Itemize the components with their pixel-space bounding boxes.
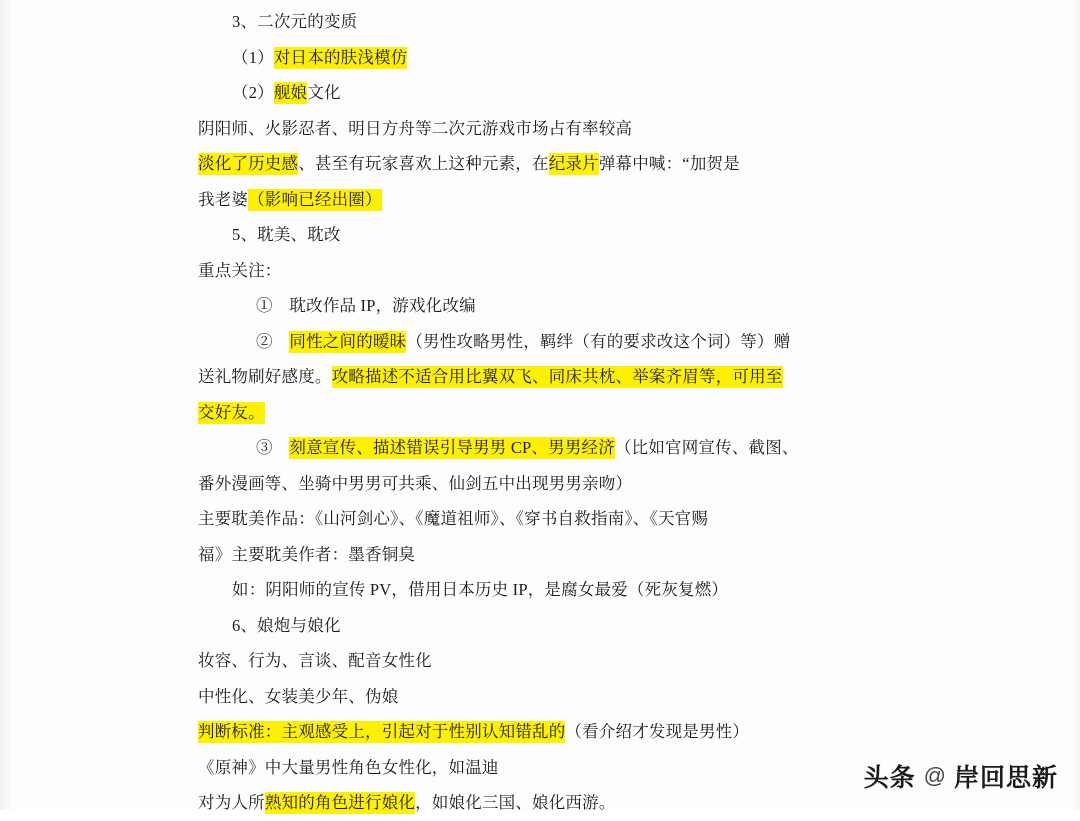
document-line [198, 40, 868, 76]
plain-text: 6、娘炮与娘化 [232, 615, 341, 635]
plain-text: 重点关注： [198, 260, 282, 280]
document-line [198, 182, 868, 218]
document-line [198, 679, 868, 715]
document-line [198, 572, 868, 608]
highlighted-text: 淡化了历史感 [198, 154, 299, 173]
plain-text: （男性攻略男性，羁绊（有的要求改这个词）等）赠 [406, 331, 791, 351]
highlighted-text: （影响已经出圈） [248, 189, 382, 209]
watermark-at-symbol: @ [923, 763, 946, 788]
document-line [198, 324, 868, 360]
plain-text: （比如官网宣传、截图、 [614, 438, 799, 457]
document-line [198, 714, 868, 750]
document-line [198, 608, 868, 644]
document-line [198, 217, 868, 253]
plain-text: 对为人所 [198, 793, 265, 812]
document-line [198, 111, 868, 147]
plain-text: ① 耽改作品 IP，游戏化改编 [256, 296, 476, 315]
scan-edge-left [0, 0, 14, 810]
plain-text: 如：阴阳师的宣传 PV，借用日本历史 IP，是腐女最爱（死灰复燃） [232, 580, 729, 599]
plain-text: 主要耽美作品：《山河剑心》、《魔道祖师》、《穿书自救指南》、《天官赐 [198, 509, 709, 528]
highlighted-text: 刻意宣传、描述错误引导男男 CP、男男经济 [289, 438, 615, 457]
document-line [198, 253, 868, 289]
highlighted-text: 攻略描述不适合用比翼双飞、同床共枕、举案齐眉等，可用至 [331, 367, 783, 386]
document-line [198, 146, 868, 182]
plain-text: 、甚至有玩家喜欢上这种元素，在 [298, 154, 549, 173]
watermark-author-name: 岸回思新 [953, 764, 1058, 792]
highlighted-text: 纪录片 [548, 154, 599, 173]
document-line [198, 466, 868, 502]
watermark [864, 758, 1058, 794]
highlighted-text: 舰娘 [273, 83, 308, 102]
plain-text: 3、二次元的变质 [232, 12, 358, 31]
document-line [198, 4, 868, 40]
highlighted-text: 交好友。 [198, 402, 265, 422]
plain-text: 送礼物刷好感度。 [198, 367, 332, 386]
highlighted-text: 对日本的肤浅模仿 [273, 47, 408, 67]
watermark-logo: 头条 [863, 764, 916, 792]
plain-text: 中性化、女装美少年、伪娘 [198, 686, 399, 706]
document-line [198, 430, 868, 466]
plain-text: （2） [232, 83, 274, 102]
highlighted-text: 熟知的角色进行娘化 [264, 793, 416, 812]
document-line [198, 359, 868, 395]
document-line [198, 395, 868, 431]
scan-edge-right [1070, 0, 1080, 810]
document-line [198, 643, 868, 679]
plain-text: 阴阳师、火影忍者、明日方舟等二次元游戏市场占有率较高 [198, 118, 633, 138]
document-line [198, 750, 868, 786]
document-line [198, 537, 868, 573]
plain-text: （看介绍才发现是男性） [565, 722, 750, 741]
plain-text: ③ [256, 438, 290, 457]
highlighted-text: 同性之间的暧昧 [289, 331, 407, 351]
plain-text: 《原神》中大量男性角色女性化，如温迪 [198, 757, 499, 777]
plain-text: 5、耽美、耽改 [232, 225, 341, 244]
plain-text: 弹幕中喊：“加贺是 [598, 154, 740, 173]
plain-text: 妆容、行为、言谈、配音女性化 [198, 651, 432, 670]
document-line [198, 288, 868, 324]
document-line [198, 75, 868, 111]
plain-text: 我老婆 [198, 189, 249, 209]
highlighted-text: 判断标准：主观感受上，引起对于性别认知错乱的 [198, 722, 566, 741]
document-line [198, 785, 868, 821]
plain-text: （1） [232, 47, 274, 67]
document-text-body [198, 0, 868, 821]
document-line [198, 501, 868, 537]
plain-text: ② [256, 331, 290, 351]
plain-text: 文化 [307, 83, 341, 102]
plain-text: 福》主要耽美作者：墨香铜臭 [198, 544, 416, 564]
plain-text: 番外漫画等、坐骑中男男可共乘、仙剑五中出现男男亲吻） [198, 473, 633, 493]
plain-text: ，如娘化三国、娘化西游。 [415, 793, 616, 812]
